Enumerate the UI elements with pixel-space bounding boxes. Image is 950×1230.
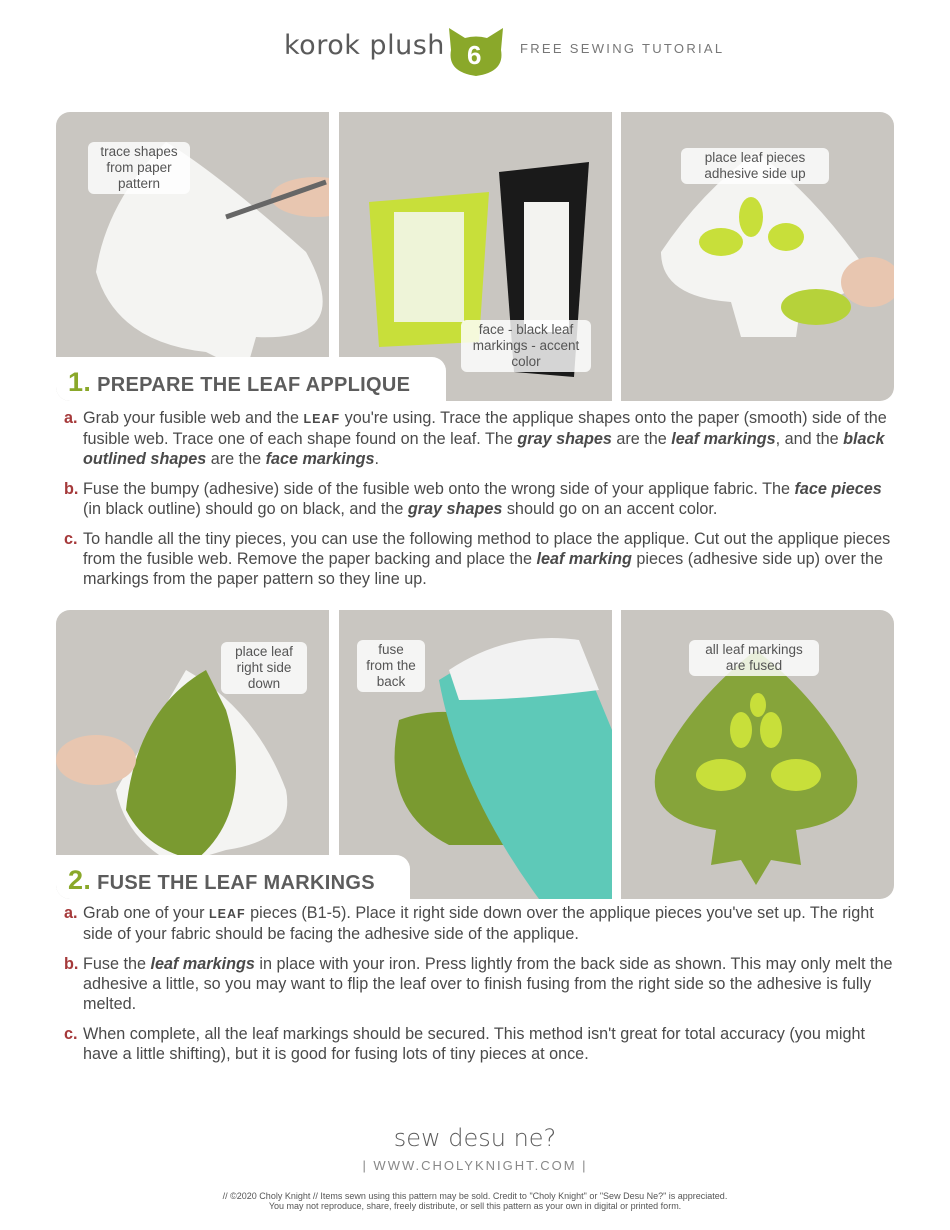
text-segment: are the <box>611 430 672 448</box>
text-segment: pieces (adhesive side up) over the markings from the paper pattern so they line up. <box>83 550 883 588</box>
step-text <box>83 1024 894 1064</box>
emphasis-text: leaf markings <box>671 430 776 448</box>
section2-photos <box>56 610 894 899</box>
text-segment: are the <box>206 450 266 468</box>
text-segment: , and the <box>775 430 844 448</box>
photo-label: all leaf markings are fused <box>689 640 819 676</box>
section2-steps <box>64 903 894 1074</box>
section1-heading <box>56 357 446 401</box>
step-number: 1. <box>68 367 92 397</box>
page-header <box>0 22 950 78</box>
emphasis-text: leaf markings <box>150 955 255 973</box>
section-title: FUSE THE LEAF MARKINGS <box>97 872 375 894</box>
photo-label: face - black leaf markings - accent color <box>461 320 591 372</box>
instruction-step <box>64 479 894 519</box>
emphasis-text: LEAF <box>303 412 341 426</box>
instruction-step <box>64 954 894 1014</box>
instruction-step <box>64 903 894 944</box>
text-segment: Grab one of your <box>83 904 209 922</box>
step-letter: a. <box>64 409 78 427</box>
step-text <box>83 479 894 519</box>
page-number: 6 <box>467 40 482 70</box>
copyright-line: You may not reproduce, share, freely distribute, or sell this pattern as your own in digital or printed form. <box>268 1201 682 1211</box>
text-segment: To handle all the tiny pieces, you can use the following method to place the applique. Cut out the applique pieces from the fusible web. Remove the paper backing and place the <box>83 530 891 568</box>
photo-label: place leaf right side down <box>221 642 307 694</box>
step-letter: b. <box>64 480 79 498</box>
text-segment: Grab your fusible web and the <box>83 409 304 427</box>
text-segment: When complete, all the leaf markings should be secured. This method isn't great for total accuracy (you might have a little shifting), but it is good for fusing lots of tiny pieces at once. <box>83 1025 865 1063</box>
photo-label: fuse from the back <box>357 640 425 692</box>
brand-title: korok plush <box>284 30 445 61</box>
text-segment: . <box>374 450 380 468</box>
copyright-line: // ©2020 Choly Knight // Items sewn using this pattern may be sold. Credit to "Choly Knight" or "Sew Desu Ne?" is appreciated. <box>222 1191 728 1201</box>
text-segment: pieces (B1-5). Place it right side down over the applique pieces you've set up. The right side of your fabric should be facing the adhesive side of the applique. <box>83 904 874 943</box>
step-letter: a. <box>64 904 78 922</box>
instruction-step <box>64 529 894 589</box>
footer-brand: sew desu ne? <box>393 1124 557 1152</box>
step-letter: c. <box>64 530 78 548</box>
emphasis-text: face pieces <box>794 480 882 498</box>
instruction-step <box>64 408 894 469</box>
step-letter: c. <box>64 1025 78 1043</box>
photo-fused <box>621 610 894 899</box>
emphasis-text: face markings <box>265 450 375 468</box>
page-footer <box>0 1124 950 1211</box>
text-segment: (in black outline) should go on black, and the <box>83 500 408 518</box>
section1-photos <box>56 112 894 401</box>
step-text <box>83 903 894 944</box>
text-segment: should go on an accent color. <box>502 500 718 518</box>
step-text <box>83 529 894 589</box>
text-segment: Fuse the bumpy (adhesive) side of the fusible web onto the wrong side of your applique fabric. The <box>83 480 795 498</box>
section2-heading <box>56 855 410 899</box>
emphasis-text: gray shapes <box>517 430 612 448</box>
text-segment: Fuse the <box>83 955 151 973</box>
emphasis-text: gray shapes <box>407 500 503 518</box>
section1-steps <box>64 408 894 599</box>
subtitle: FREE SEWING TUTORIAL <box>520 41 725 56</box>
step-text <box>83 954 894 1014</box>
photo-place <box>621 112 894 401</box>
cat-badge-icon <box>445 26 507 78</box>
website-link[interactable]: | WWW.CHOLYKNIGHT.COM | <box>362 1158 588 1173</box>
section-title: PREPARE THE LEAF APPLIQUE <box>97 374 411 396</box>
text-segment: in place with your iron. Press lightly from the back side as shown. This may only melt the adhesive a little, so you may want to flip the leaf over to finish fusing from the right side so the adhesive is fully melted. <box>83 955 893 1013</box>
step-letter: b. <box>64 955 79 973</box>
step-text <box>83 408 894 469</box>
emphasis-text: LEAF <box>208 907 246 921</box>
text-segment: you're using. Trace the applique shapes onto the paper (smooth) side of the fusible web. Trace one of each shape found on the leaf. The <box>83 409 887 448</box>
emphasis-text: black outlined shapes <box>83 430 885 468</box>
step-number: 2. <box>68 865 92 895</box>
instruction-step <box>64 1024 894 1064</box>
photo-label: place leaf pieces adhesive side up <box>681 148 829 184</box>
emphasis-text: leaf marking <box>536 550 632 568</box>
photo-label: trace shapes from paper pattern <box>88 142 190 194</box>
